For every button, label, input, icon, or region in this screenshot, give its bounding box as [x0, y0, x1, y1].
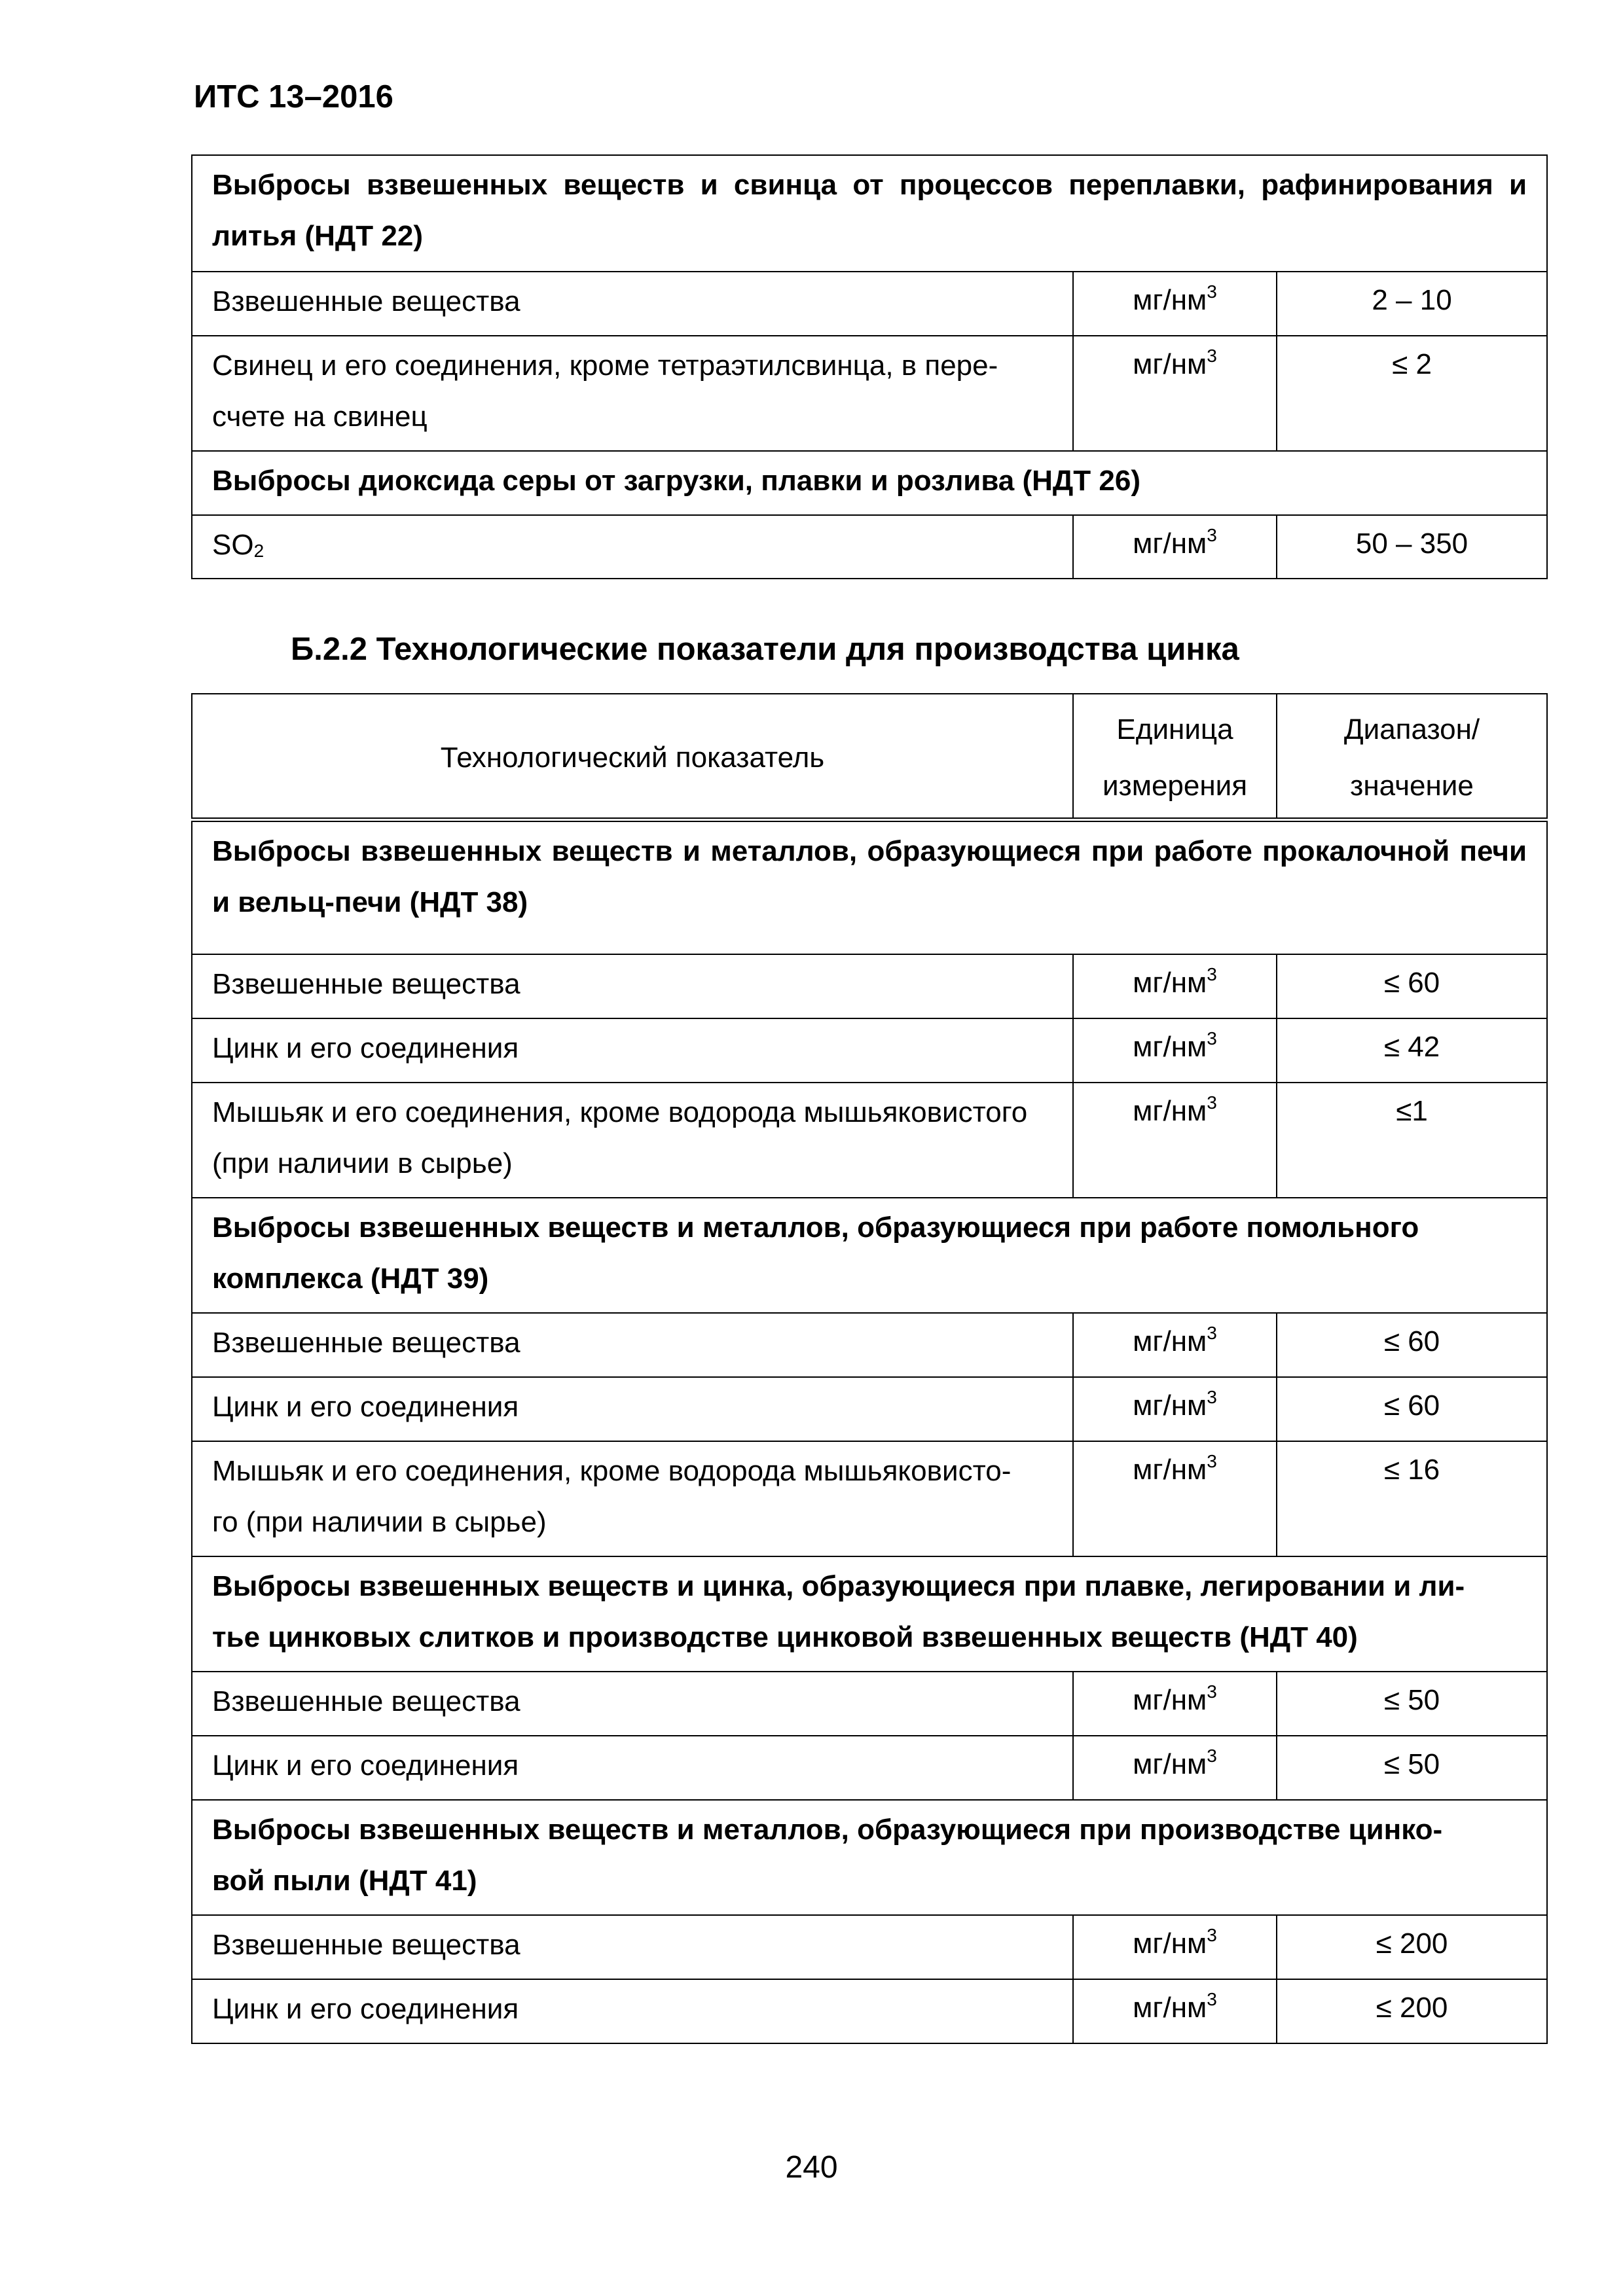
value-cell: 50 – 350: [1277, 515, 1547, 579]
section-title: [192, 1556, 1547, 1672]
unit-cell: [1073, 272, 1277, 336]
table-row: [192, 1377, 1547, 1441]
value-cell: ≤ 50: [1277, 1672, 1547, 1736]
unit-superscript: 3: [1207, 525, 1217, 546]
table-section-row: [192, 155, 1547, 272]
unit-cell: [1073, 954, 1277, 1018]
unit-superscript: 3: [1207, 1925, 1217, 1946]
indicator-name: Цинк и его соединения: [192, 1979, 1073, 2043]
page-number: 240: [785, 2150, 838, 2185]
unit-text: мг/нм: [1133, 1748, 1207, 1780]
table-section-row: [192, 1198, 1547, 1313]
value-cell: ≤ 50: [1277, 1736, 1547, 1800]
unit-text: мг/нм: [1133, 1325, 1207, 1357]
table-section-row: [192, 1556, 1547, 1672]
table-lead-emissions: [191, 154, 1548, 579]
unit-text: мг/нм: [1133, 967, 1207, 999]
unit-superscript: 3: [1207, 964, 1217, 985]
unit-text: мг/нм: [1133, 284, 1207, 316]
unit-superscript: 3: [1207, 1323, 1217, 1344]
indicator-name: Цинк и его соединения: [192, 1018, 1073, 1083]
table-row: [192, 1736, 1547, 1800]
indicator-name: Взвешенные вещества: [192, 954, 1073, 1018]
indicator-name: Цинк и его соединения: [192, 1736, 1073, 1800]
unit-text: мг/нм: [1133, 348, 1207, 380]
section-heading: Б.2.2 Технологические показатели для производства цинка: [291, 632, 1239, 667]
unit-superscript: 3: [1207, 1681, 1217, 1702]
indicator-name: Цинк и его соединения: [192, 1377, 1073, 1441]
section-title: Выбросы взвешенных веществ и металлов, образующиеся при работе помольного комплекса (НДТ 39): [192, 1198, 1547, 1313]
unit-superscript: 3: [1207, 1746, 1217, 1767]
unit-superscript: 3: [1207, 281, 1217, 302]
header-range: [1277, 694, 1547, 819]
unit-text: мг/нм: [1133, 1390, 1207, 1422]
unit-cell: [1073, 1979, 1277, 2043]
table-row: [192, 954, 1547, 1018]
header-indicator: Технологический показатель: [192, 694, 1073, 819]
table-zinc-indicators: [191, 693, 1548, 2044]
value-cell: ≤1: [1277, 1083, 1547, 1198]
unit-cell: [1073, 1313, 1277, 1377]
table-section-row: [192, 451, 1547, 515]
value-cell: ≤ 16: [1277, 1441, 1547, 1556]
value-cell: 2 – 10: [1277, 272, 1547, 336]
unit-superscript: 3: [1207, 346, 1217, 367]
section-title-text: Выбросы взвешенных веществ и цинка, образующиеся при плавке, легировании и ли- тье цинковых слитков и производстве цинковой взвешенных веществ (НДТ 40): [212, 1570, 1465, 1653]
table-section-row: [192, 1800, 1547, 1915]
table-row: [192, 336, 1547, 451]
indicator-name: Взвешенные вещества: [192, 1313, 1073, 1377]
unit-superscript: 3: [1207, 1451, 1217, 1472]
unit-cell: [1073, 1915, 1277, 1979]
indicator-name: [192, 336, 1073, 451]
indicator-name: Взвешенные вещества: [192, 1672, 1073, 1736]
indicator-name: [192, 1083, 1073, 1198]
value-cell: ≤ 200: [1277, 1979, 1547, 2043]
value-cell: ≤ 42: [1277, 1018, 1547, 1083]
header-unit: [1073, 694, 1277, 819]
table-row: [192, 1915, 1547, 1979]
section-title: Выбросы взвешенных веществ и металлов, образующиеся при работе прокалочной печи и вельц-печи (НДТ 38): [192, 819, 1547, 954]
header-range-text: Диапазон/ значение: [1343, 713, 1480, 802]
unit-text: мг/нм: [1133, 1095, 1207, 1127]
unit-superscript: 3: [1207, 1028, 1217, 1049]
value-cell: ≤ 2: [1277, 336, 1547, 451]
table-row: [192, 1018, 1547, 1083]
unit-text: мг/нм: [1133, 1454, 1207, 1486]
unit-text: мг/нм: [1133, 1031, 1207, 1063]
indicator-name-text: Мышьяк и его соединения, кроме водорода мышьяковисто- го (при наличии в сырье): [212, 1455, 1012, 1538]
indicator-name: Взвешенные вещества: [192, 1915, 1073, 1979]
unit-cell: [1073, 336, 1277, 451]
value-cell: ≤ 60: [1277, 954, 1547, 1018]
formula-text: SO: [212, 529, 254, 561]
table-row: [192, 1313, 1547, 1377]
unit-cell: [1073, 1083, 1277, 1198]
table-row: [192, 1672, 1547, 1736]
indicator-name-text: Мышьяк и его соединения, кроме водорода мышьяковистого (при наличии в сырье): [212, 1096, 1028, 1179]
section-title: [192, 1800, 1547, 1915]
unit-superscript: 3: [1207, 1387, 1217, 1408]
table-row: [192, 272, 1547, 336]
document-code: ИТС 13–2016: [194, 79, 393, 115]
section-title: Выбросы взвешенных веществ и свинца от процессов переплавки, рафинирования и литья (НДТ 22): [192, 155, 1547, 272]
section-title-text: Выбросы взвешенных веществ и металлов, образующиеся при производстве цинко- вой пыли (НДТ 41): [212, 1814, 1443, 1897]
unit-text: мг/нм: [1133, 1684, 1207, 1716]
unit-cell: [1073, 1018, 1277, 1083]
indicator-name: [192, 1441, 1073, 1556]
unit-text: мг/нм: [1133, 528, 1207, 560]
section-title: Выбросы диоксида серы от загрузки, плавки и розлива (НДТ 26): [192, 451, 1547, 515]
indicator-name-text: Свинец и его соединения, кроме тетраэтилсвинца, в пере- счете на свинец: [212, 350, 998, 433]
unit-text: мг/нм: [1133, 1928, 1207, 1960]
table-row: [192, 515, 1547, 579]
indicator-name: Взвешенные вещества: [192, 272, 1073, 336]
unit-text: мг/нм: [1133, 1992, 1207, 2024]
header-unit-text: Единица измерения: [1102, 713, 1248, 802]
unit-cell: [1073, 515, 1277, 579]
unit-superscript: 3: [1207, 1989, 1217, 2010]
unit-cell: [1073, 1441, 1277, 1556]
table-row: [192, 1441, 1547, 1556]
table-header-row: [192, 694, 1547, 819]
value-cell: ≤ 60: [1277, 1377, 1547, 1441]
value-cell: ≤ 60: [1277, 1313, 1547, 1377]
unit-superscript: 3: [1207, 1092, 1217, 1113]
table-section-row: [192, 819, 1547, 954]
table-row: [192, 1083, 1547, 1198]
unit-cell: [1073, 1377, 1277, 1441]
value-cell: ≤ 200: [1277, 1915, 1547, 1979]
formula-subscript: 2: [253, 541, 264, 561]
indicator-name: [192, 515, 1073, 579]
unit-cell: [1073, 1672, 1277, 1736]
table-row: [192, 1979, 1547, 2043]
unit-cell: [1073, 1736, 1277, 1800]
